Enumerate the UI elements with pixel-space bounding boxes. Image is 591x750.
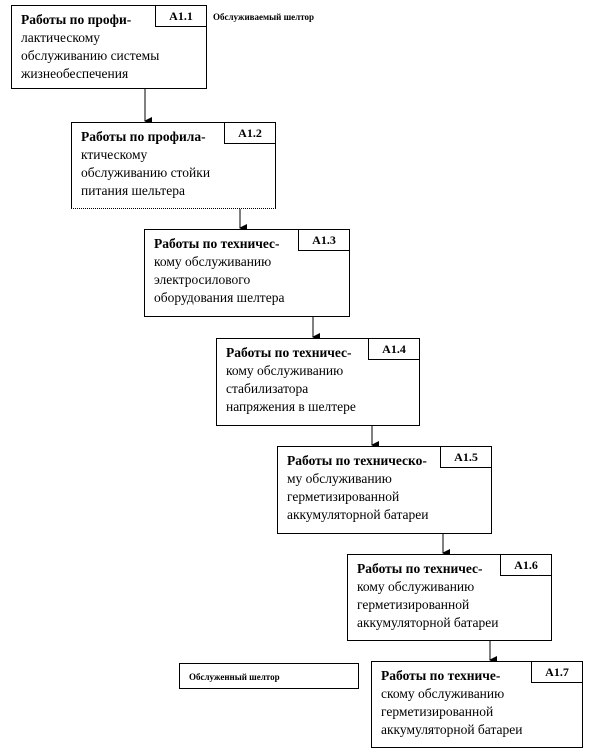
input-label: Обслуживаемый шелтор <box>213 12 315 22</box>
block-text: Работы по техническо- му обслуживанию герметизированной аккумуляторной батареи <box>287 453 429 522</box>
block-text: Работы по техничес- кому обслуживанию стабилизатора напряжения в шелтере <box>226 345 356 414</box>
block-text: Работы по профи- лактическому обслуживанию системы жизнеобеспечения <box>21 12 160 81</box>
block-text: Работы по профила- ктическому обслуживанию стойки питания шельтера <box>81 129 211 198</box>
block-a1-7 <box>371 661 583 748</box>
block-a1-1 <box>11 5 207 89</box>
block-a1-3 <box>144 229 350 317</box>
block-a1-5 <box>277 446 492 534</box>
block-a1-2 <box>71 122 276 209</box>
block-id: A1.3 <box>298 229 350 251</box>
block-text: Работы по техничес- кому обслуживанию электросилового оборудования шелтера <box>154 236 285 305</box>
block-text: Работы по техничес- кому обслуживанию герметизированной аккумуляторной батареи <box>357 561 499 630</box>
block-a1-6 <box>347 554 552 641</box>
block-a1-4 <box>216 338 420 426</box>
block-id: A1.4 <box>368 338 420 360</box>
block-id: A1.1 <box>155 5 207 27</box>
block-text: Работы по техниче- скому обслуживанию герметизированной аккумуляторной батареи <box>381 668 523 737</box>
block-id: A1.7 <box>531 661 583 683</box>
output-label: Обслуженный шелтор <box>189 672 280 682</box>
block-id: A1.6 <box>500 554 552 576</box>
block-id: A1.5 <box>440 446 492 468</box>
output-box <box>179 663 359 689</box>
block-id: A1.2 <box>224 122 276 144</box>
